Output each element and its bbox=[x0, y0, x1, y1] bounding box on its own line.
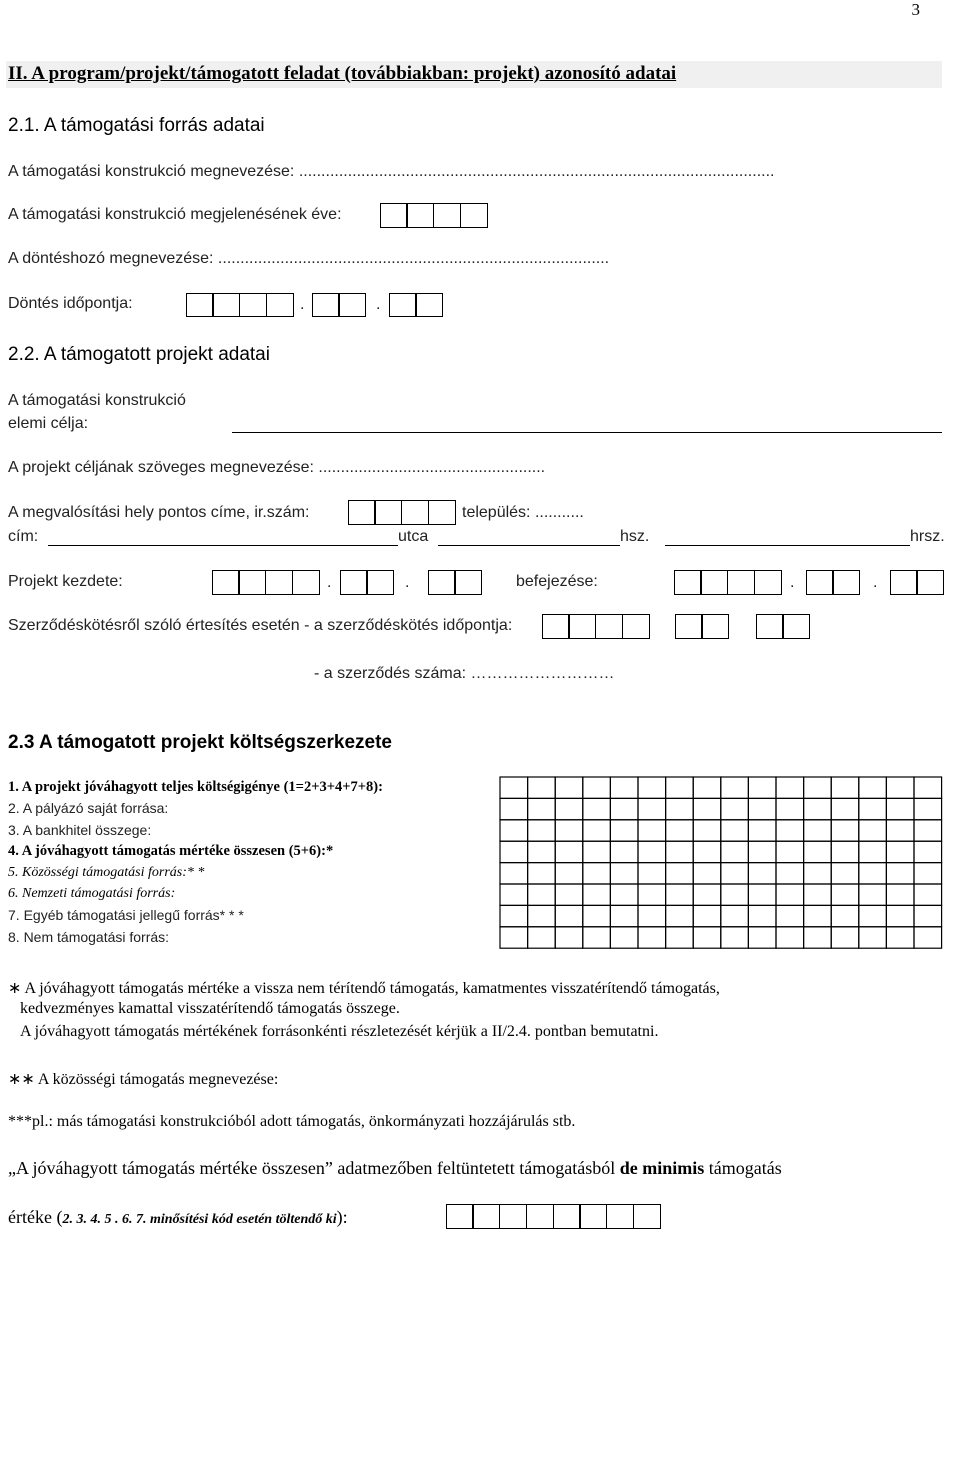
cost-grid-cell[interactable] bbox=[859, 905, 887, 926]
cost-grid-cell[interactable] bbox=[748, 820, 776, 841]
cost-grid-cell[interactable] bbox=[886, 863, 914, 884]
cost-grid-cell[interactable] bbox=[610, 884, 638, 905]
cost-grid-cell[interactable] bbox=[610, 927, 638, 948]
cost-grid-cell[interactable] bbox=[693, 884, 721, 905]
dontes-ev-boxes[interactable] bbox=[187, 293, 294, 317]
date-separator: . bbox=[790, 574, 795, 591]
cost-grid-cell[interactable] bbox=[528, 884, 556, 905]
befejezese-label: befejezése: bbox=[516, 573, 598, 590]
cost-grid-cell[interactable] bbox=[500, 798, 528, 819]
elemi-celja-label-1: A támogatási konstrukció bbox=[8, 392, 186, 409]
cost-grid-cell[interactable] bbox=[666, 905, 694, 926]
cost-row-label: 4. A jóváhagyott támogatás mértéke összesen (5+6):* bbox=[8, 843, 334, 860]
cost-grid-cell[interactable] bbox=[500, 820, 528, 841]
cost-grid-cell[interactable] bbox=[693, 820, 721, 841]
cost-grid-cell[interactable] bbox=[638, 884, 666, 905]
date-separator: . bbox=[873, 574, 878, 591]
cost-grid-cell[interactable] bbox=[721, 841, 749, 862]
cost-grid-cell[interactable] bbox=[500, 927, 528, 948]
cost-grid-cell[interactable] bbox=[859, 863, 887, 884]
cost-grid-cell[interactable] bbox=[831, 841, 859, 862]
cost-grid-cell[interactable] bbox=[776, 905, 804, 926]
cost-grid-cell[interactable] bbox=[886, 841, 914, 862]
cost-grid-cell[interactable] bbox=[831, 798, 859, 819]
section-2-3-title: 2.3 A támogatott projekt költségszerkezete bbox=[8, 732, 392, 753]
cost-grid-cell[interactable] bbox=[583, 905, 611, 926]
cost-grid-cell[interactable] bbox=[804, 777, 832, 798]
cost-grid-cell[interactable] bbox=[583, 841, 611, 862]
cost-grid-cell[interactable] bbox=[748, 798, 776, 819]
section-2-1-title: 2.1. A támogatási forrás adatai bbox=[8, 115, 265, 136]
cost-grid-cell[interactable] bbox=[693, 863, 721, 884]
cost-grid-cell[interactable] bbox=[610, 798, 638, 819]
cost-grid-cell[interactable] bbox=[748, 863, 776, 884]
date-separator: . bbox=[376, 296, 381, 313]
cost-grid-cell[interactable] bbox=[583, 884, 611, 905]
cost-grid-cell[interactable] bbox=[528, 798, 556, 819]
erteke-line bbox=[8, 1207, 348, 1228]
elemi-celja-label-2: elemi célja: bbox=[8, 415, 89, 432]
cost-grid-cell[interactable] bbox=[555, 884, 583, 905]
cost-grid-cell[interactable] bbox=[804, 841, 832, 862]
cost-grid-cell[interactable] bbox=[721, 927, 749, 948]
cost-grid-cell[interactable] bbox=[804, 905, 832, 926]
cost-grid-cell[interactable] bbox=[528, 841, 556, 862]
cost-grid-cell[interactable] bbox=[528, 927, 556, 948]
cost-grid-cell[interactable] bbox=[721, 905, 749, 926]
cost-grid-cell[interactable] bbox=[748, 841, 776, 862]
cost-grid-cell[interactable] bbox=[859, 884, 887, 905]
cost-grid-cell[interactable] bbox=[555, 863, 583, 884]
megvalositasi-hely-label: A megvalósítási hely pontos címe, ir.szám: bbox=[8, 504, 310, 521]
cim-line[interactable] bbox=[48, 545, 398, 546]
cost-grid-cell[interactable] bbox=[666, 798, 694, 819]
note-1-line-3: A jóváhagyott támogatás mértékének forrásonkénti részletezését kérjük a II/2.4. pontban bemutatni. bbox=[20, 1023, 659, 1040]
cost-grid-cell[interactable] bbox=[500, 841, 528, 862]
note-2: ∗∗ A közösségi támogatás megnevezése: bbox=[8, 1071, 279, 1088]
szerzodeskotes-label: Szerződéskötésről szóló értesítés esetén - a szerződéskötés időpontja: bbox=[8, 617, 513, 634]
projekt-kezdete-label: Projekt kezdete: bbox=[8, 573, 123, 590]
megjelenes-eve-boxes[interactable] bbox=[381, 203, 488, 228]
cost-grid-cell[interactable] bbox=[555, 777, 583, 798]
cost-grid-cell[interactable] bbox=[804, 927, 832, 948]
cost-grid-cell[interactable] bbox=[555, 820, 583, 841]
kezdete-ev-boxes[interactable] bbox=[213, 570, 320, 595]
de-minimis-part-1: „A jóváhagyott támogatás mértéke összesen” adatmezőben feltüntetett támogatásból bbox=[8, 1158, 616, 1178]
cost-grid-cell[interactable] bbox=[500, 863, 528, 884]
befejezese-honap-boxes[interactable] bbox=[807, 570, 860, 595]
cost-grid-cell[interactable] bbox=[721, 798, 749, 819]
cost-grid-cell[interactable] bbox=[886, 905, 914, 926]
cost-grid-cell[interactable] bbox=[638, 927, 666, 948]
konstrukcio-megnevezese: A támogatási konstrukció megnevezése: ........................................................................................................... bbox=[8, 163, 775, 180]
cost-grid-cell[interactable] bbox=[666, 863, 694, 884]
cim-label: cím: bbox=[8, 528, 39, 545]
cost-grid-cell[interactable] bbox=[831, 777, 859, 798]
cost-grid-cell[interactable] bbox=[583, 820, 611, 841]
cost-grid-cell[interactable] bbox=[804, 798, 832, 819]
cost-grid-cell[interactable] bbox=[859, 820, 887, 841]
date-separator: . bbox=[300, 296, 305, 313]
cost-grid-cell[interactable] bbox=[914, 905, 942, 926]
cost-grid-cell[interactable] bbox=[555, 841, 583, 862]
kezdete-honap-boxes[interactable] bbox=[341, 570, 394, 595]
cost-grid-cell[interactable] bbox=[693, 777, 721, 798]
cost-grid-cell[interactable] bbox=[555, 905, 583, 926]
cost-grid-cell[interactable] bbox=[914, 798, 942, 819]
cost-grid-cell[interactable] bbox=[776, 863, 804, 884]
szerzodeskotes-ev-boxes[interactable] bbox=[543, 614, 650, 639]
cost-grid-cell[interactable] bbox=[693, 841, 721, 862]
cost-grid-cell[interactable] bbox=[748, 884, 776, 905]
cost-grid-cell[interactable] bbox=[583, 863, 611, 884]
cost-grid-cell[interactable] bbox=[638, 777, 666, 798]
cost-grid-cell[interactable] bbox=[693, 798, 721, 819]
cost-row-label: 1. A projekt jóváhagyott teljes költségigénye (1=2+3+4+7+8): bbox=[8, 779, 383, 795]
cost-grid-cell[interactable] bbox=[914, 777, 942, 798]
dontes-honap-boxes[interactable] bbox=[313, 293, 366, 317]
de-minimis-value-boxes[interactable] bbox=[447, 1204, 661, 1229]
erteke-close: ): bbox=[336, 1207, 348, 1227]
projekt-celjanak-label: A projekt céljának szöveges megnevezése: ................................................... bbox=[8, 459, 546, 476]
cost-row-label: 5. Közösségi támogatási forrás:* * bbox=[8, 864, 205, 880]
befejezese-nap-boxes[interactable] bbox=[891, 570, 944, 595]
cost-grid-cell[interactable] bbox=[610, 905, 638, 926]
utca-label: utca bbox=[398, 528, 429, 545]
utca-line[interactable] bbox=[438, 545, 620, 546]
cost-row-label: 2. A pályázó saját forrása: bbox=[8, 800, 169, 817]
cost-grid-cell[interactable] bbox=[804, 884, 832, 905]
cost-grid-cell[interactable] bbox=[886, 884, 914, 905]
cost-grid-cell[interactable] bbox=[638, 863, 666, 884]
cost-row-label: 7. Egyéb támogatási jellegű forrás* * * bbox=[8, 907, 244, 924]
cost-grid-cell[interactable] bbox=[500, 905, 528, 926]
cost-grid-cell[interactable] bbox=[804, 820, 832, 841]
cost-grid-cell[interactable] bbox=[914, 884, 942, 905]
cost-grid-cell[interactable] bbox=[748, 905, 776, 926]
cost-grid-cell[interactable] bbox=[666, 884, 694, 905]
cost-grid-cell[interactable] bbox=[638, 820, 666, 841]
iranyitoszam-boxes[interactable] bbox=[349, 500, 456, 525]
cost-grid-cell[interactable] bbox=[666, 820, 694, 841]
cost-grid-cell[interactable] bbox=[831, 884, 859, 905]
megjelenes-eve-label: A támogatási konstrukció megjelenésének éve: bbox=[8, 206, 342, 223]
cost-grid-cell[interactable] bbox=[583, 777, 611, 798]
cost-grid-cell[interactable] bbox=[886, 820, 914, 841]
cost-grid-cell[interactable] bbox=[886, 777, 914, 798]
cost-grid-cell[interactable] bbox=[721, 863, 749, 884]
cost-grid-cell[interactable] bbox=[500, 884, 528, 905]
cost-grid-cell[interactable] bbox=[500, 777, 528, 798]
dontes-nap-boxes[interactable] bbox=[390, 293, 443, 317]
cost-grid-cell[interactable] bbox=[528, 863, 556, 884]
cost-grid-cell[interactable] bbox=[748, 927, 776, 948]
cost-grid-cell[interactable] bbox=[528, 777, 556, 798]
cost-grid[interactable] bbox=[499, 776, 945, 952]
cost-grid-cell[interactable] bbox=[914, 841, 942, 862]
cost-grid-cell[interactable] bbox=[638, 841, 666, 862]
elemi-celja-line[interactable] bbox=[232, 432, 942, 433]
cost-grid-cell[interactable] bbox=[776, 884, 804, 905]
note-3: ***pl.: más támogatási konstrukcióból adott támogatás, önkormányzati hozzájárulás stb. bbox=[8, 1113, 576, 1130]
cost-grid-cell[interactable] bbox=[610, 777, 638, 798]
cost-grid-cell[interactable] bbox=[859, 798, 887, 819]
de-minimis-part-2: támogatás bbox=[708, 1158, 782, 1178]
hrsz-label: hrsz. bbox=[910, 528, 945, 545]
kezdete-nap-boxes[interactable] bbox=[429, 570, 482, 595]
note-1-line-2: kedvezményes kamattal visszatérítendő támogatás összege. bbox=[20, 1000, 400, 1017]
cost-grid-cell[interactable] bbox=[831, 905, 859, 926]
cost-grid-cell[interactable] bbox=[914, 863, 942, 884]
cost-grid-cell[interactable] bbox=[721, 884, 749, 905]
cost-grid-cell[interactable] bbox=[555, 927, 583, 948]
hsz-label: hsz. bbox=[620, 528, 650, 545]
cost-grid-cell[interactable] bbox=[804, 863, 832, 884]
cost-grid-cell[interactable] bbox=[831, 863, 859, 884]
szerzodes-szama-label: - a szerződés száma: ……………………… bbox=[314, 665, 615, 682]
cost-grid-cell[interactable] bbox=[666, 777, 694, 798]
cost-row-label: 3. A bankhitel összege: bbox=[8, 821, 152, 838]
cost-grid-cell[interactable] bbox=[914, 820, 942, 841]
cost-grid-cell[interactable] bbox=[583, 927, 611, 948]
cost-grid-cell[interactable] bbox=[859, 927, 887, 948]
cost-grid-cell[interactable] bbox=[831, 820, 859, 841]
de-minimis-sentence bbox=[8, 1158, 782, 1179]
cost-row-label: 8. Nem támogatási forrás: bbox=[8, 928, 170, 945]
cost-grid-cell[interactable] bbox=[776, 777, 804, 798]
date-separator: . bbox=[327, 574, 332, 591]
date-separator: . bbox=[405, 574, 410, 591]
cost-grid-cell[interactable] bbox=[914, 927, 942, 948]
donteshozo-label: A döntéshozó megnevezése: ........................................................................................ bbox=[8, 250, 610, 267]
cost-grid-cell[interactable] bbox=[748, 777, 776, 798]
cost-grid-cell[interactable] bbox=[555, 798, 583, 819]
cost-grid-cell[interactable] bbox=[776, 820, 804, 841]
section-2-title: II. A program/projekt/támogatott feladat (továbbiakban: projekt) azonosító adatai bbox=[8, 63, 677, 84]
cost-grid-cell[interactable] bbox=[886, 927, 914, 948]
cost-grid-cell[interactable] bbox=[610, 863, 638, 884]
cost-grid-cell[interactable] bbox=[776, 798, 804, 819]
cost-grid-cell[interactable] bbox=[610, 841, 638, 862]
cost-grid-cell[interactable] bbox=[693, 927, 721, 948]
note-1-line-1: ∗ A jóváhagyott támogatás mértéke a vissza nem térítendő támogatás, kamatmentes visszatérítendő támogatás, bbox=[8, 980, 720, 997]
cost-grid-cell[interactable] bbox=[776, 927, 804, 948]
cost-row-label: 6. Nemzeti támogatási forrás: bbox=[8, 886, 176, 901]
telepules-label: település: ........... bbox=[462, 504, 584, 521]
page-number: 3 bbox=[911, 0, 920, 19]
section-2-2-title: 2.2. A támogatott projekt adatai bbox=[8, 344, 270, 365]
cost-grid-cell[interactable] bbox=[666, 927, 694, 948]
cost-grid-cell[interactable] bbox=[528, 820, 556, 841]
cost-grid-cell[interactable] bbox=[528, 905, 556, 926]
cost-grid-cell[interactable] bbox=[666, 841, 694, 862]
cost-grid-cell[interactable] bbox=[831, 927, 859, 948]
cost-grid-cell[interactable] bbox=[693, 905, 721, 926]
cost-grid-cell[interactable] bbox=[859, 841, 887, 862]
cost-grid-cell[interactable] bbox=[610, 820, 638, 841]
cost-grid-cell[interactable] bbox=[638, 798, 666, 819]
szerzodeskotes-honap-boxes[interactable] bbox=[676, 614, 729, 639]
hsz-line[interactable] bbox=[665, 545, 910, 546]
cost-grid-cell[interactable] bbox=[721, 820, 749, 841]
befejezese-ev-boxes[interactable] bbox=[675, 570, 782, 595]
erteke-codes: 2. 3. 4. 5 . 6. 7. minősítési kód esetén töltendő ki bbox=[62, 1212, 337, 1227]
erteke-label: értéke ( bbox=[8, 1207, 63, 1227]
cost-grid-cell[interactable] bbox=[583, 798, 611, 819]
cost-grid-cell[interactable] bbox=[886, 798, 914, 819]
dontes-idopontja-label: Döntés időpontja: bbox=[8, 295, 133, 312]
cost-grid-cell[interactable] bbox=[721, 777, 749, 798]
cost-grid-cell[interactable] bbox=[859, 777, 887, 798]
szerzodeskotes-nap-boxes[interactable] bbox=[757, 614, 810, 639]
cost-grid-cell[interactable] bbox=[638, 905, 666, 926]
de-minimis-bold: de minimis bbox=[619, 1158, 705, 1178]
cost-grid-cell[interactable] bbox=[776, 841, 804, 862]
